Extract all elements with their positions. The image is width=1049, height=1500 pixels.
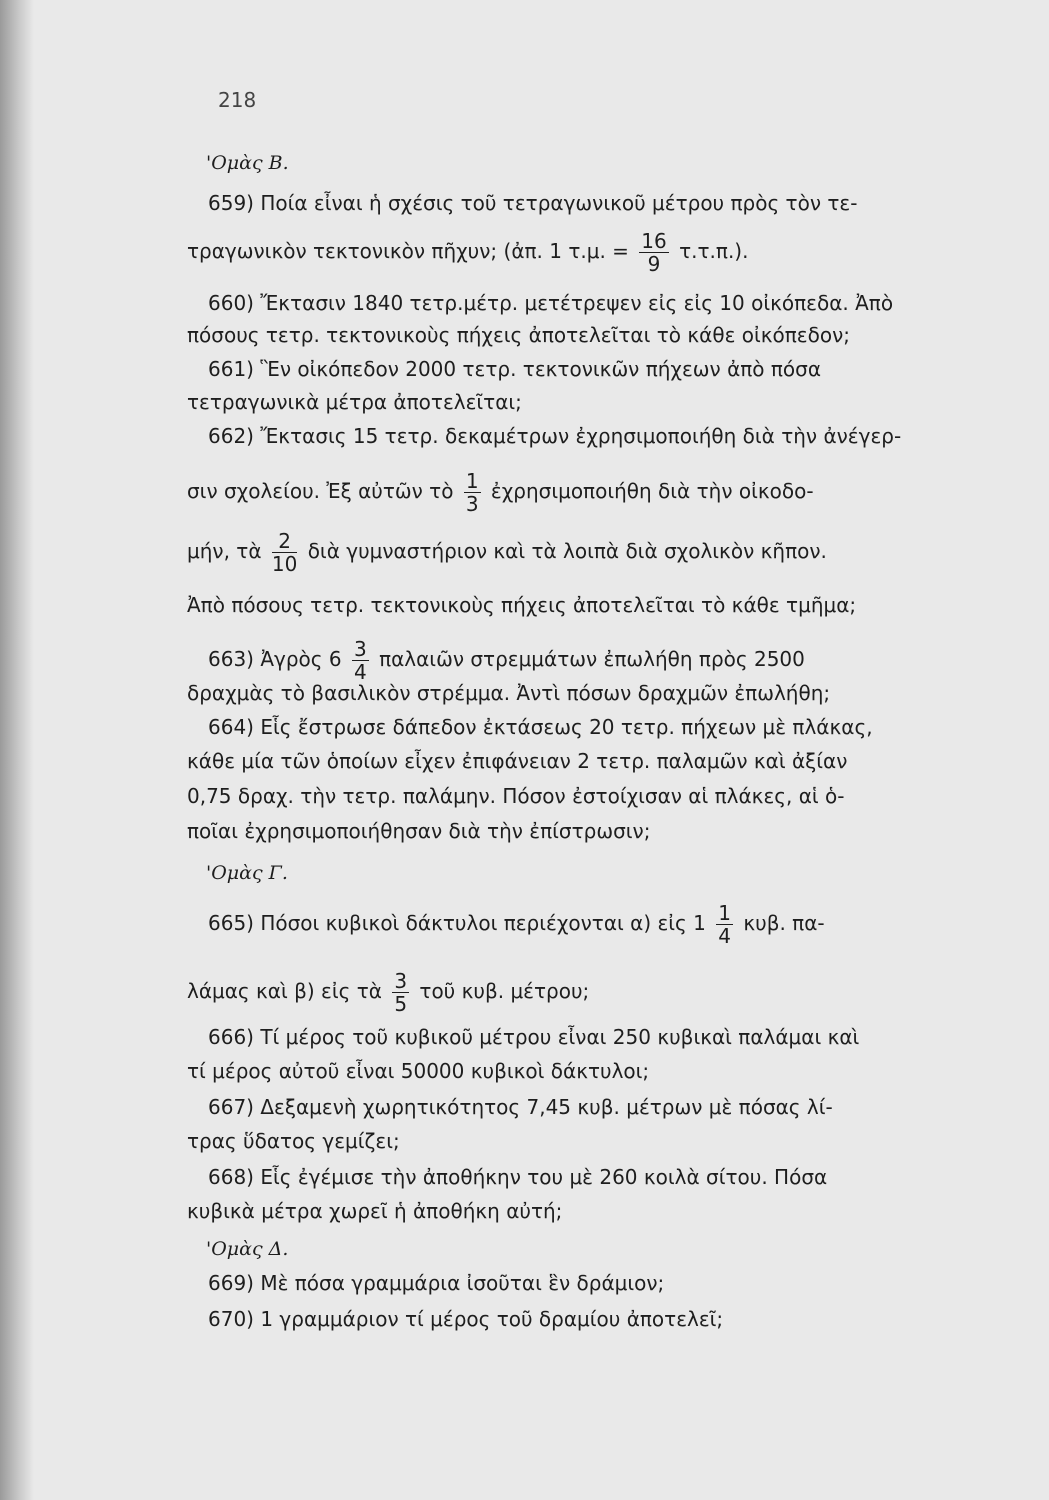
fraction-1-3 bbox=[464, 470, 481, 515]
fraction-1-4 bbox=[716, 902, 733, 947]
fraction-denominator: 10 bbox=[271, 552, 298, 576]
text-segment: διὰ γυμναστήριον καὶ τὰ λοιπὰ διὰ σχολικὸν κῆπον. bbox=[307, 539, 827, 563]
problem-665-line-1 bbox=[208, 902, 825, 947]
fraction-3-4 bbox=[352, 638, 369, 683]
text-segment: τραγωνικὸν τεκτονικὸν πῆχυν; (ἀπ. 1 τ.μ. = bbox=[187, 239, 629, 263]
text-segment: τ.τ.π.). bbox=[679, 239, 749, 263]
problem-662-line-3 bbox=[187, 530, 827, 575]
problem-667-line-2: τρας ὕδατος γεμίζει; bbox=[187, 1129, 400, 1153]
text-segment: ἐχρησιμοποιήθη διὰ τὴν οἰκοδο- bbox=[490, 479, 814, 503]
problem-663-line-2: δραχμὰς τὸ βασιλικὸν στρέμμα. Ἀντὶ πόσων δραχμῶν ἐπωλήθη; bbox=[187, 681, 831, 705]
fraction-denominator: 5 bbox=[394, 992, 408, 1016]
fraction-numerator: 3 bbox=[353, 637, 367, 661]
problem-669: 669) Μὲ πόσα γραμμάρια ἰσοῦται ἓν δράμιον; bbox=[208, 1271, 665, 1295]
problem-666-line-1: 666) Τί μέρος τοῦ κυβικοῦ μέτρου εἶναι 250 κυβικαὶ παλάμαι καὶ bbox=[208, 1025, 860, 1049]
fraction-numerator: 16 bbox=[641, 229, 667, 253]
problem-659-line-1: 659) Ποία εἶναι ἡ σχέσις τοῦ τετραγωνικοῦ μέτρου πρὸς τὸν τε- bbox=[208, 191, 858, 215]
problem-662-line-1: 662) Ἔκτασις 15 τετρ. δεκαμέτρων ἐχρησιμοποιήθη διὰ τὴν ἀνέγερ- bbox=[208, 424, 902, 448]
fraction-denominator: 4 bbox=[353, 660, 367, 684]
text-segment: κυβ. πα- bbox=[743, 911, 825, 935]
text-segment: 663) Ἀγρὸς 6 bbox=[208, 647, 342, 671]
text-segment: παλαιῶν στρεμμάτων ἐπωλήθη πρὸς 2500 bbox=[379, 647, 805, 671]
problem-670: 670) 1 γραμμάριον τί μέρος τοῦ δραμίου ἀποτελεῖ; bbox=[208, 1307, 724, 1331]
problem-662-line-2 bbox=[187, 470, 814, 515]
problem-661-line-1: 661) Ἓν οἰκόπεδον 2000 τετρ. τεκτονικῶν πήχεων ἀπὸ πόσα bbox=[208, 357, 822, 381]
problem-660-line-1: 660) Ἔκτασιν 1840 τετρ.μέτρ. μετέτρεψεν εἰς εἰς 10 οἰκόπεδα. Ἀπὸ bbox=[208, 291, 894, 315]
binding-shadow bbox=[0, 0, 34, 1500]
group-heading-c: 'Ομὰς Γ. bbox=[206, 862, 288, 884]
problem-661-line-2: τετραγωνικὰ μέτρα ἀποτελεῖται; bbox=[187, 390, 522, 414]
problem-666-line-2: τί μέρος αὐτοῦ εἶναι 50000 κυβικοὶ δάκτυλοι; bbox=[187, 1059, 650, 1083]
group-heading-b: 'Ομὰς Β. bbox=[206, 152, 289, 174]
fraction-denominator: 4 bbox=[718, 924, 731, 948]
fraction-denominator: 3 bbox=[465, 492, 479, 516]
text-segment: τοῦ κυβ. μέτρου; bbox=[419, 979, 590, 1003]
text-segment: μήν, τὰ bbox=[187, 539, 262, 563]
text-segment: 665) Πόσοι κυβικοὶ δάκτυλοι περιέχονται α) εἰς 1 bbox=[208, 911, 706, 935]
fraction-2-10 bbox=[272, 530, 297, 575]
problem-660-line-2: πόσους τετρ. τεκτονικοὺς πήχεις ἀποτελεῖται τὸ κάθε οἰκόπεδον; bbox=[187, 323, 850, 347]
fraction-16-9 bbox=[639, 230, 668, 275]
problem-659-line-2 bbox=[187, 230, 748, 275]
problem-662-line-4: Ἀπὸ πόσους τετρ. τεκτονικοὺς πήχεις ἀποτελεῖται τὸ κάθε τμῆμα; bbox=[187, 593, 857, 617]
problem-664-line-3: 0,75 δραχ. τὴν τετρ. παλάμην. Πόσον ἐστοίχισαν αἱ πλάκες, αἱ ὁ- bbox=[187, 784, 845, 808]
problem-665-line-2 bbox=[187, 970, 589, 1015]
text-segment: σιν σχολείου. Ἐξ αὐτῶν τὸ bbox=[187, 479, 454, 503]
problem-667-line-1: 667) Δεξαμενὴ χωρητικότητος 7,45 κυβ. μέτρων μὲ πόσας λί- bbox=[208, 1095, 833, 1119]
problem-663-line-1 bbox=[208, 638, 805, 683]
group-heading-d: 'Ομὰς Δ. bbox=[206, 1238, 289, 1260]
fraction-numerator: 3 bbox=[394, 969, 408, 993]
fraction-numerator: 2 bbox=[272, 530, 297, 553]
problem-668-line-1: 668) Εἷς ἐγέμισε τὴν ἀποθήκην του μὲ 260 κοιλὰ σίτου. Πόσα bbox=[208, 1165, 828, 1189]
fraction-3-5 bbox=[392, 970, 409, 1015]
problem-664-line-4: ποῖαι ἐχρησιμοποιήθησαν διὰ τὴν ἐπίστρωσιν; bbox=[187, 819, 651, 843]
page-number: 218 bbox=[218, 88, 257, 112]
fraction-denominator: 9 bbox=[647, 252, 661, 276]
problem-668-line-2: κυβικὰ μέτρα χωρεῖ ἡ ἀποθήκη αὐτή; bbox=[187, 1199, 563, 1223]
problem-664-line-1: 664) Εἷς ἔστρωσε δάπεδον ἐκτάσεως 20 τετρ. πήχεων μὲ πλάκας, bbox=[208, 715, 873, 739]
fraction-numerator: 1 bbox=[465, 469, 479, 493]
text-segment: λάμας καὶ β) εἰς τὰ bbox=[187, 979, 382, 1003]
problem-664-line-2: κάθε μία τῶν ὁποίων εἶχεν ἐπιφάνειαν 2 τετρ. παλαμῶν καὶ ἀξίαν bbox=[187, 749, 848, 773]
fraction-numerator: 1 bbox=[718, 901, 731, 925]
